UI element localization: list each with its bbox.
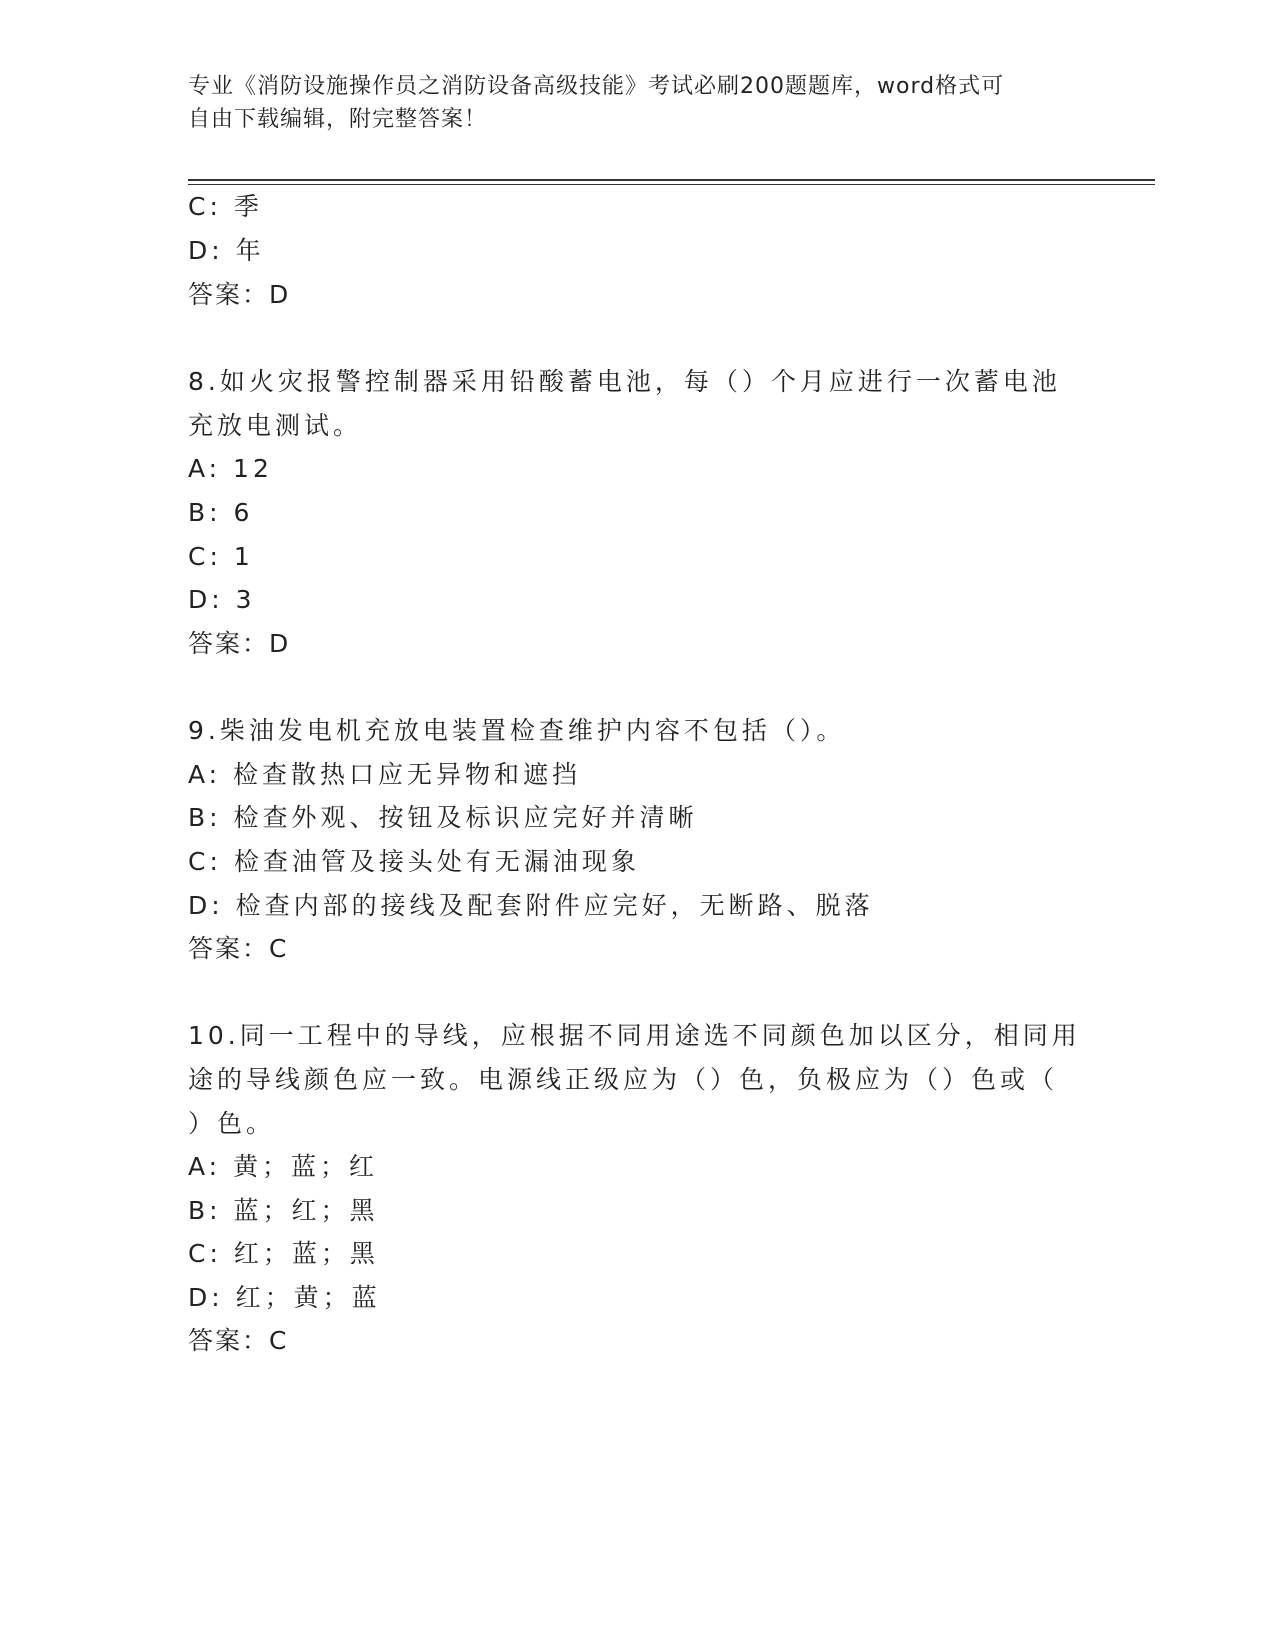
q10-stem-line-2: 途的导线颜色应一致。电源线正级应为（）色，负极应为（）色或（ — [188, 1065, 1059, 1094]
q9-option-a: A: 检查散热口应无异物和遮挡 — [188, 760, 582, 789]
q8-option-d: D: 3 — [188, 585, 256, 614]
q8-answer: 答案：D — [188, 629, 291, 658]
q10-option-a: A: 黄；蓝；红 — [188, 1152, 379, 1181]
q9-stem-line-1: 9.柴油发电机充放电装置检查维护内容不包括（）。 — [188, 716, 846, 745]
header-title-line-2: 自由下载编辑，附完整答案！ — [188, 107, 488, 132]
q9-option-d: D: 检查内部的接线及配套附件应完好，无断路、脱落 — [188, 891, 874, 920]
q8-option-b: B: 6 — [188, 498, 254, 527]
q7-answer: 答案：D — [188, 280, 291, 309]
q8-stem-line-1: 8.如火灾报警控制器采用铅酸蓄电池，每（）个月应进行一次蓄电池 — [188, 367, 1061, 396]
q10-answer: 答案：C — [188, 1326, 289, 1355]
q7-option-c: C: 季 — [188, 192, 263, 221]
header-divider — [188, 179, 1155, 181]
q8-option-a: A: 12 — [188, 454, 273, 483]
q9-option-c: C: 检查油管及接头处有无漏油现象 — [188, 847, 640, 876]
q7-option-d: D: 年 — [188, 236, 265, 265]
q10-option-b: B: 蓝；红；黑 — [188, 1196, 379, 1225]
q9-option-b: B: 检查外观、按钮及标识应完好并清晰 — [188, 803, 698, 832]
header-divider-thin — [188, 184, 1155, 185]
document-header — [188, 70, 1088, 136]
q10-option-d: D: 红；黄；蓝 — [188, 1283, 381, 1312]
q8-stem-line-2: 充放电测试。 — [188, 411, 363, 440]
q8-option-c: C: 1 — [188, 542, 254, 571]
header-title-line-1: 专业《消防设施操作员之消防设备高级技能》考试必刷200题题库，word格式可 — [188, 74, 1005, 99]
q9-answer: 答案：C — [188, 934, 289, 963]
q10-stem-line-1: 10.同一工程中的导线，应根据不同用途选不同颜色加以区分，相同用 — [188, 1021, 1081, 1050]
q10-stem-line-3: ）色。 — [188, 1109, 276, 1138]
q10-option-c: C: 红；蓝；黑 — [188, 1239, 379, 1268]
